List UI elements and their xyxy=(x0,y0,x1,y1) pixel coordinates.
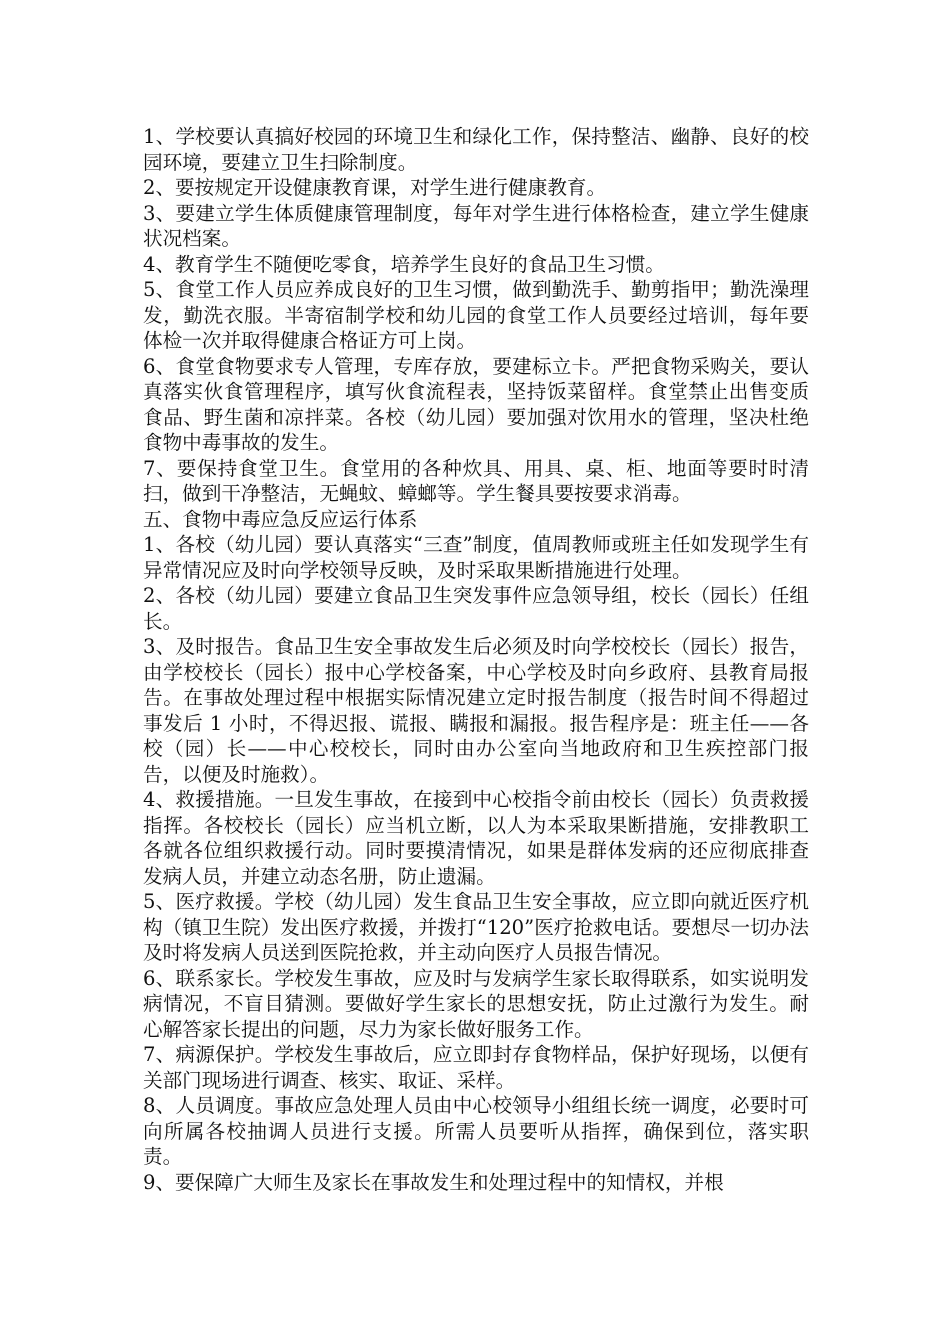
paragraph-10: 3、及时报告。食品卫生安全事故发生后必须及时向学校校长（园长）报告，由学校校长（园长）报中心学校备案，中心学校及时向乡政府、县教育局报告。在事故处理过程中根据实际情况建立定时报告制度（报告时间不得超过事发后 1 小时，不得迟报、谎报、瞒报和漏报。报告程序是：班主任——各校（园）长——中心校校长，同时由办公室向当地政府和卫生疾控部门报告，以便及时施救）。 xyxy=(143,635,809,786)
paragraph-4: 4、教育学生不随便吃零食，培养学生良好的食品卫生习惯。 xyxy=(143,252,665,276)
paragraph-8: 1、各校（幼儿园）要认真落实“三查”制度，值周教师或班主任如发现学生有异常情况应及时向学校领导反映，及时采取果断措施进行处理。 xyxy=(143,533,809,582)
paragraph-2: 2、要按规定开设健康教育课，对学生进行健康教育。 xyxy=(143,176,607,199)
paragraph-5: 5、食堂工作人员应养成良好的卫生习惯，做到勤洗手、勤剪指甲；勤洗澡理发，勤洗衣服。半寄宿制学校和幼儿园的食堂工作人员要经过培训，每年要体检一次并取得健康合格证方可上岗。 xyxy=(143,278,809,352)
paragraph-15: 8、人员调度。事故应急处理人员由中心校领导小组组长统一调度，必要时可向所属各校抽调人员进行支援。所需人员要听从指挥，确保到位，落实职责。 xyxy=(143,1094,809,1168)
paragraph-13: 6、联系家长。学校发生事故，应及时与发病学生家长取得联系，如实说明发病情况，不盲目猜测。要做好学生家长的思想安抚，防止过激行为发生。耐心解答家长提出的问题，尽力为家长做好服务工作。 xyxy=(143,966,809,1041)
paragraph-12: 5、医疗救援。学校（幼儿园）发生食品卫生安全事故，应立即向就近医疗机构（镇卫生院）发出医疗救援，并拨打“120”医疗抢救电话。要想尽一切办法及时将发病人员送到医院抢救，并主动向医疗人员报告情况。 xyxy=(143,890,809,964)
paragraph-7: 7、要保持食堂卫生。食堂用的各种炊具、用具、桌、柜、地面等要时时清扫，做到干净整洁，无蝇蚊、蟑螂等。学生餐具要按要求消毒。 xyxy=(143,456,809,505)
paragraph-16: 9、要保障广大师生及家长在事故发生和处理过程中的知情权，并根 xyxy=(143,1170,724,1194)
paragraph-14: 7、病源保护。学校发生事故后，应立即封存食物样品，保护好现场，以便有关部门现场进行调查、核实、取证、采样。 xyxy=(143,1043,809,1092)
document-body xyxy=(143,124,809,1195)
paragraph-11: 4、救援措施。一旦发生事故，在接到中心校指令前由校长（园长）负责救援指挥。各校校长（园长）应当机立断，以人为本采取果断措施，安排教职工各就各位组织救援行动。同时要摸清情况，如果是群体发病的还应彻底排查发病人员，并建立动态名册，防止遗漏。 xyxy=(143,788,809,888)
paragraph-6: 6、食堂食物要求专人管理，专库存放，要建标立卡。严把食物采购关，要认真落实伙食管理程序，填写伙食流程表，坚持饭菜留样。食堂禁止出售变质食品、野生菌和凉拌菜。各校（幼儿园）要加强对饮用水的管理，坚决杜绝食物中毒事故的发生。 xyxy=(143,354,809,454)
paragraph-3: 3、要建立学生体质健康管理制度，每年对学生进行体格检查，建立学生健康状况档案。 xyxy=(143,201,809,250)
paragraph-1: 1、学校要认真搞好校园的环境卫生和绿化工作，保持整洁、幽静、良好的校园环境，要建立卫生扫除制度。 xyxy=(143,125,809,174)
paragraph-9: 2、各校（幼儿园）要建立食品卫生突发事件应急领导组，校长（园长）任组长。 xyxy=(143,584,809,633)
section-heading: 五、食物中毒应急反应运行体系 xyxy=(143,507,418,531)
